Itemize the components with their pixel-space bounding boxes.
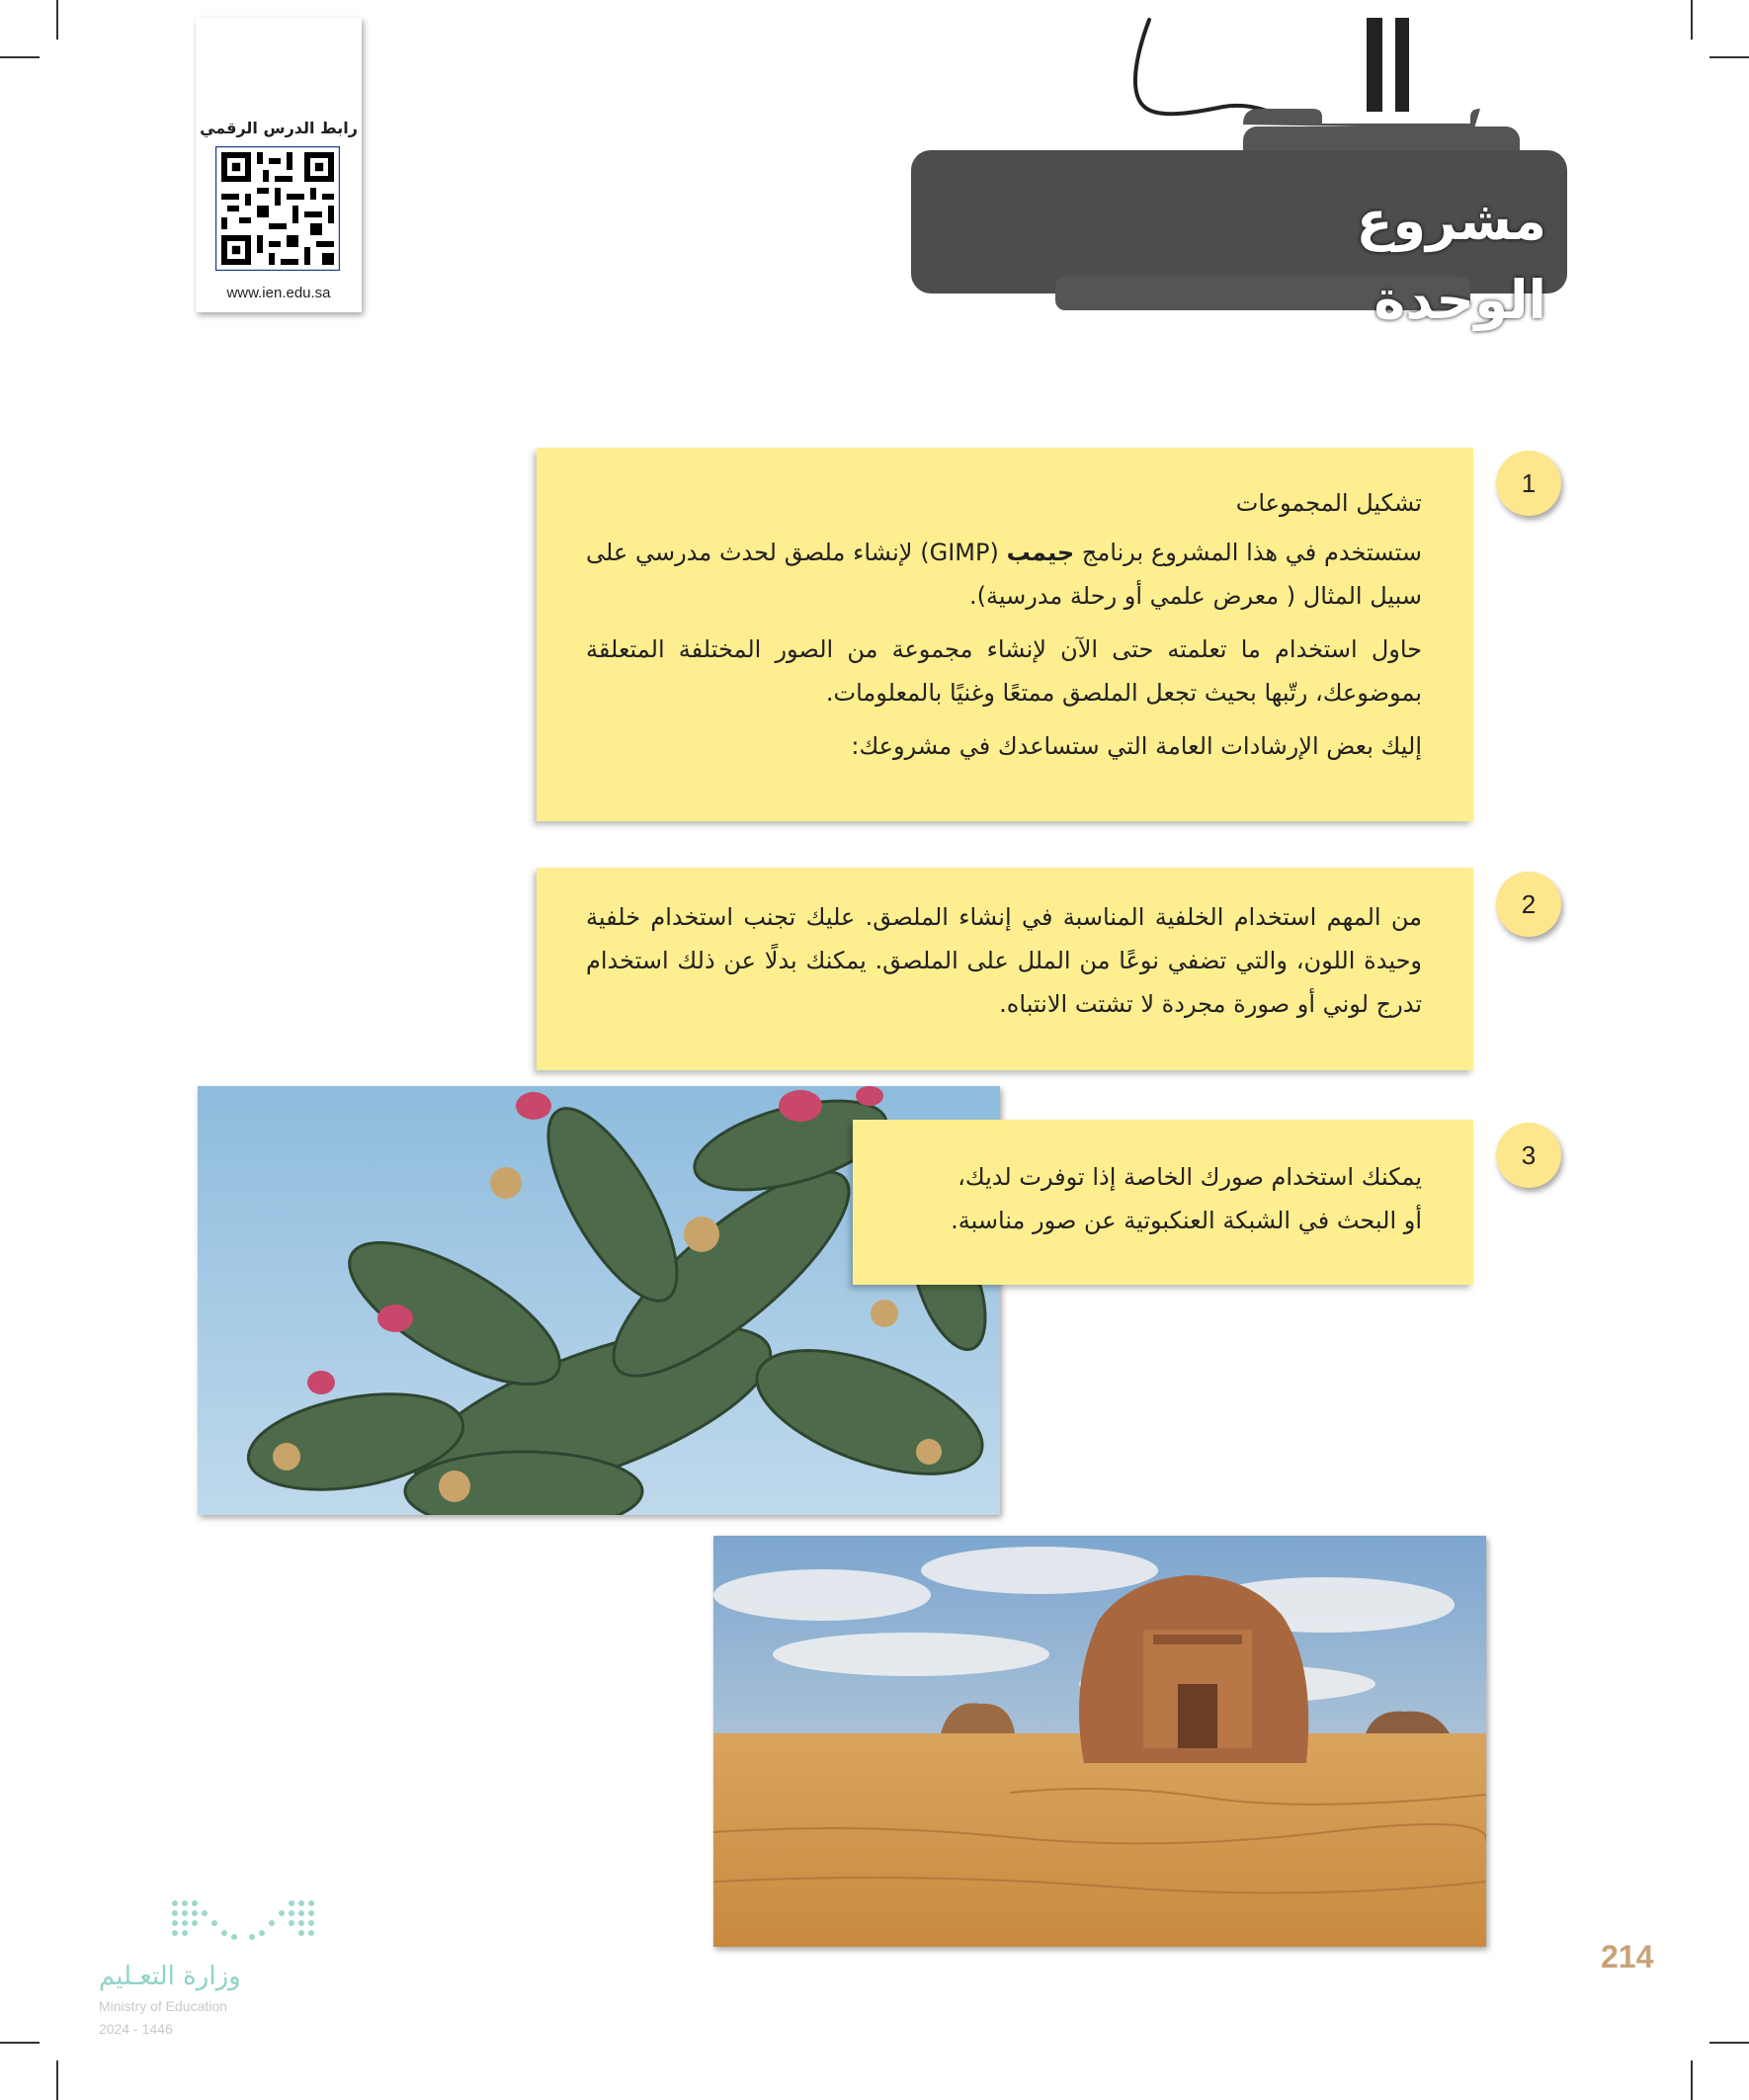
crop-mark xyxy=(1709,2042,1749,2044)
step-2-note xyxy=(537,868,1473,1070)
page-number: 214 xyxy=(1601,1939,1654,1974)
qr-title: رابط الدرس الرقمي xyxy=(200,119,358,137)
gimp-name: جيمب xyxy=(1006,539,1075,566)
crop-mark xyxy=(0,2042,40,2044)
step-number-2: 2 xyxy=(1496,872,1561,937)
step-2-paragraph: من المهم استخدام الخلفية المناسبة في إنشاء الملصق. عليك تجنب استخدام خلفية وحيدة اللون، والتي تضفي نوعًا من الملل على الملصق. يمكنك بدلًا عن ذلك استخدام تدرج لوني أو صورة مجردة لا تشتت الانتباه. xyxy=(586,903,1422,1018)
crop-mark xyxy=(1691,2060,1693,2100)
ministry-name-ar: وزارة التعـليم xyxy=(99,1962,241,1991)
ministry-name-en: Ministry of Education xyxy=(99,1998,227,2014)
edition-year: 2024 - 1446 xyxy=(99,2021,173,2037)
step-1-paragraph-1 xyxy=(586,531,1422,618)
crop-mark xyxy=(1709,56,1749,58)
step-1-note xyxy=(537,448,1473,821)
step-1-p1-post: (GIMP) لإنشاء ملصق لحدث مدرسي على سبيل المثال ( معرض علمي أو رحلة مدرسية). xyxy=(586,539,1422,610)
page-title: مشروع الوحدة xyxy=(1356,190,1546,331)
step-1-p1-pre: ستستخدم في هذا المشروع برنامج xyxy=(1074,539,1422,566)
qr-code-icon[interactable] xyxy=(215,146,340,271)
step-3-line-1: يمكنك استخدام صورك الخاصة إذا توفرت لديك، xyxy=(958,1163,1422,1191)
crop-mark xyxy=(56,2060,58,2100)
step-1-paragraph-3: إليك بعض الإرشادات العامة التي ستساعدك في مشروعك: xyxy=(851,732,1422,760)
qr-card[interactable] xyxy=(196,18,362,312)
qr-url[interactable]: www.ien.edu.sa xyxy=(226,285,331,301)
step-number-1: 1 xyxy=(1496,451,1561,516)
step-1-heading: تشكيل المجموعات xyxy=(1235,489,1422,517)
crop-mark xyxy=(1691,0,1693,40)
crop-mark xyxy=(56,0,58,40)
crop-mark xyxy=(0,56,40,58)
step-number-3: 3 xyxy=(1496,1123,1561,1188)
step-3-note xyxy=(853,1120,1473,1285)
step-3-line-2: أو البحث في الشبكة العنكبوتية عن صور مناسبة. xyxy=(951,1207,1422,1234)
desert-tomb-photo xyxy=(713,1536,1486,1947)
step-1-paragraph-2: حاول استخدام ما تعلمته حتى الآن لإنشاء مجموعة من الصور المختلفة المتعلقة بموضوعك، رتّبها بحيث تجعل الملصق ممتعًا وغنيًا بالمعلومات. xyxy=(586,635,1422,707)
